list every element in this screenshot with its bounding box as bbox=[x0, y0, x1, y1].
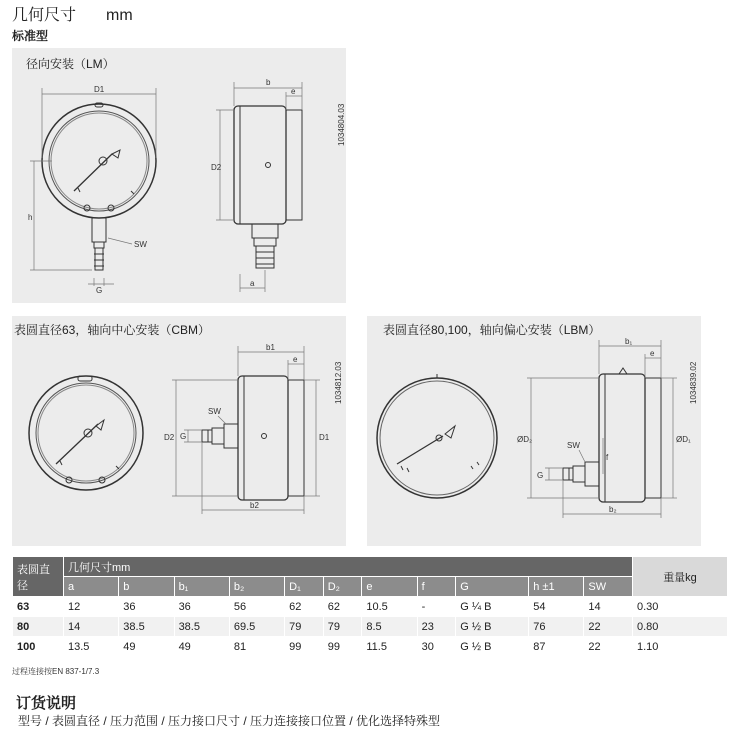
cbm-drawing bbox=[12, 316, 346, 546]
table-cell: 62 bbox=[323, 597, 362, 617]
table-cell-size: 80 bbox=[13, 617, 64, 637]
title-text: 几何尺寸 bbox=[12, 7, 77, 24]
table-column-header: f bbox=[417, 577, 456, 597]
lbm-dim-f: f bbox=[606, 453, 609, 462]
table-column-header: a bbox=[64, 577, 119, 597]
lm-dim-sw: SW bbox=[134, 240, 147, 249]
panel-cbm-doc-number: 1034812.03 bbox=[334, 361, 343, 404]
table-row bbox=[13, 637, 728, 657]
lm-dim-e: e bbox=[291, 87, 296, 96]
table-cell: 49 bbox=[174, 637, 229, 657]
cbm-dim-sw: SW bbox=[208, 407, 221, 416]
table-cell-size: 63 bbox=[13, 597, 64, 617]
table-cell: G ½ B bbox=[456, 617, 529, 637]
cbm-dim-b2: b2 bbox=[250, 501, 259, 510]
table-cell: 38.5 bbox=[119, 617, 174, 637]
table-cell: 10.5 bbox=[362, 597, 417, 617]
table-cell: 22 bbox=[584, 637, 633, 657]
order-title: 订货说明 bbox=[16, 695, 77, 712]
lm-dim-g: G bbox=[96, 286, 103, 295]
table-cell: 54 bbox=[529, 597, 584, 617]
lm-drawing bbox=[12, 48, 346, 303]
panel-lbm bbox=[367, 316, 701, 546]
table-cell: 76 bbox=[529, 617, 584, 637]
cbm-dim-d1: D1 bbox=[319, 433, 330, 442]
table-cell: 99 bbox=[323, 637, 362, 657]
panel-lm-label: 径向安装（LM） bbox=[26, 57, 115, 71]
table-cell: 8.5 bbox=[362, 617, 417, 637]
lbm-drawing bbox=[367, 316, 701, 546]
title-unit: mm bbox=[106, 7, 133, 24]
table-row bbox=[13, 597, 728, 617]
lbm-dim-g: G bbox=[537, 471, 544, 480]
table-group-header: 几何尺寸mm bbox=[64, 557, 633, 577]
table-cell-weight: 1.10 bbox=[633, 637, 728, 657]
table-cell: 14 bbox=[584, 597, 633, 617]
table-cell: 14 bbox=[64, 617, 119, 637]
table-cell-weight: 0.80 bbox=[633, 617, 728, 637]
page-title bbox=[12, 2, 133, 25]
table-cell: 49 bbox=[119, 637, 174, 657]
panel-lm bbox=[12, 48, 346, 303]
footnote: 过程连接按EN 837-1/7.3 bbox=[12, 667, 100, 676]
table-column-header: G bbox=[456, 577, 529, 597]
table-row bbox=[13, 617, 728, 637]
table-column-header: SW bbox=[584, 577, 633, 597]
table-cell-size: 100 bbox=[13, 637, 64, 657]
table-cell: 22 bbox=[584, 617, 633, 637]
table-cell: 13.5 bbox=[64, 637, 119, 657]
table-cell: 79 bbox=[285, 617, 324, 637]
panel-lbm-doc-number: 1034839.02 bbox=[689, 361, 698, 404]
table-cell: 62 bbox=[285, 597, 324, 617]
table-column-header: b bbox=[119, 577, 174, 597]
lm-dim-d1: D1 bbox=[94, 85, 105, 94]
table-cell: 38.5 bbox=[174, 617, 229, 637]
panel-cbm-label: 表圆直径63，轴向中心安装（CBM） bbox=[14, 323, 211, 337]
lm-dim-d2: D2 bbox=[211, 163, 222, 172]
subtitle: 标准型 bbox=[12, 29, 49, 43]
table-column-headers bbox=[13, 577, 728, 597]
table-column-header: b₂ bbox=[229, 577, 284, 597]
table-cell: 56 bbox=[229, 597, 284, 617]
table-cell: 23 bbox=[417, 617, 456, 637]
table-cell: 30 bbox=[417, 637, 456, 657]
lbm-dim-d2: ØD₂ bbox=[517, 435, 533, 444]
table-row-header: 表圆直径 bbox=[13, 557, 64, 597]
lbm-dim-b2: b₂ bbox=[609, 505, 617, 514]
table-column-header: D₁ bbox=[285, 577, 324, 597]
table-column-header: e bbox=[362, 577, 417, 597]
panel-cbm bbox=[12, 316, 346, 546]
lm-dim-a: a bbox=[250, 279, 255, 288]
table-body bbox=[13, 597, 728, 657]
lbm-dim-b1: b₁ bbox=[625, 337, 633, 346]
table-cell: 36 bbox=[119, 597, 174, 617]
table-weight-header: 重量kg bbox=[633, 557, 728, 597]
lbm-dim-e: e bbox=[650, 349, 655, 358]
lm-dim-b: b bbox=[266, 78, 271, 87]
table-cell: 11.5 bbox=[362, 637, 417, 657]
table-cell: 81 bbox=[229, 637, 284, 657]
panel-lm-doc-number: 1034804.03 bbox=[337, 103, 346, 146]
table-cell: 36 bbox=[174, 597, 229, 617]
table-cell: 99 bbox=[285, 637, 324, 657]
table-cell: G ½ B bbox=[456, 637, 529, 657]
cbm-dim-e: e bbox=[293, 355, 298, 364]
table-column-header: D₂ bbox=[323, 577, 362, 597]
dimension-table bbox=[12, 556, 728, 657]
cbm-dim-b1: b1 bbox=[266, 343, 275, 352]
table-column-header: b₁ bbox=[174, 577, 229, 597]
table-column-header: h ±1 bbox=[529, 577, 584, 597]
cbm-dim-d2: D2 bbox=[164, 433, 175, 442]
table-cell: - bbox=[417, 597, 456, 617]
lbm-dim-sw: SW bbox=[567, 441, 580, 450]
table-cell: 69.5 bbox=[229, 617, 284, 637]
lm-dim-h: h bbox=[28, 213, 33, 222]
table-cell-weight: 0.30 bbox=[633, 597, 728, 617]
lbm-dim-d1: ØD₁ bbox=[676, 435, 691, 444]
order-text: 型号 / 表圆直径 / 压力范围 / 压力接口尺寸 / 压力连接接口位置 / 优化选择特殊型 bbox=[18, 714, 441, 728]
table-cell: 79 bbox=[323, 617, 362, 637]
panel-lbm-label: 表圆直径80,100，轴向偏心安装（LBM） bbox=[383, 323, 601, 337]
table-cell: 12 bbox=[64, 597, 119, 617]
table-cell: G ¼ B bbox=[456, 597, 529, 617]
table-cell: 87 bbox=[529, 637, 584, 657]
cbm-dim-g: G bbox=[180, 432, 187, 441]
